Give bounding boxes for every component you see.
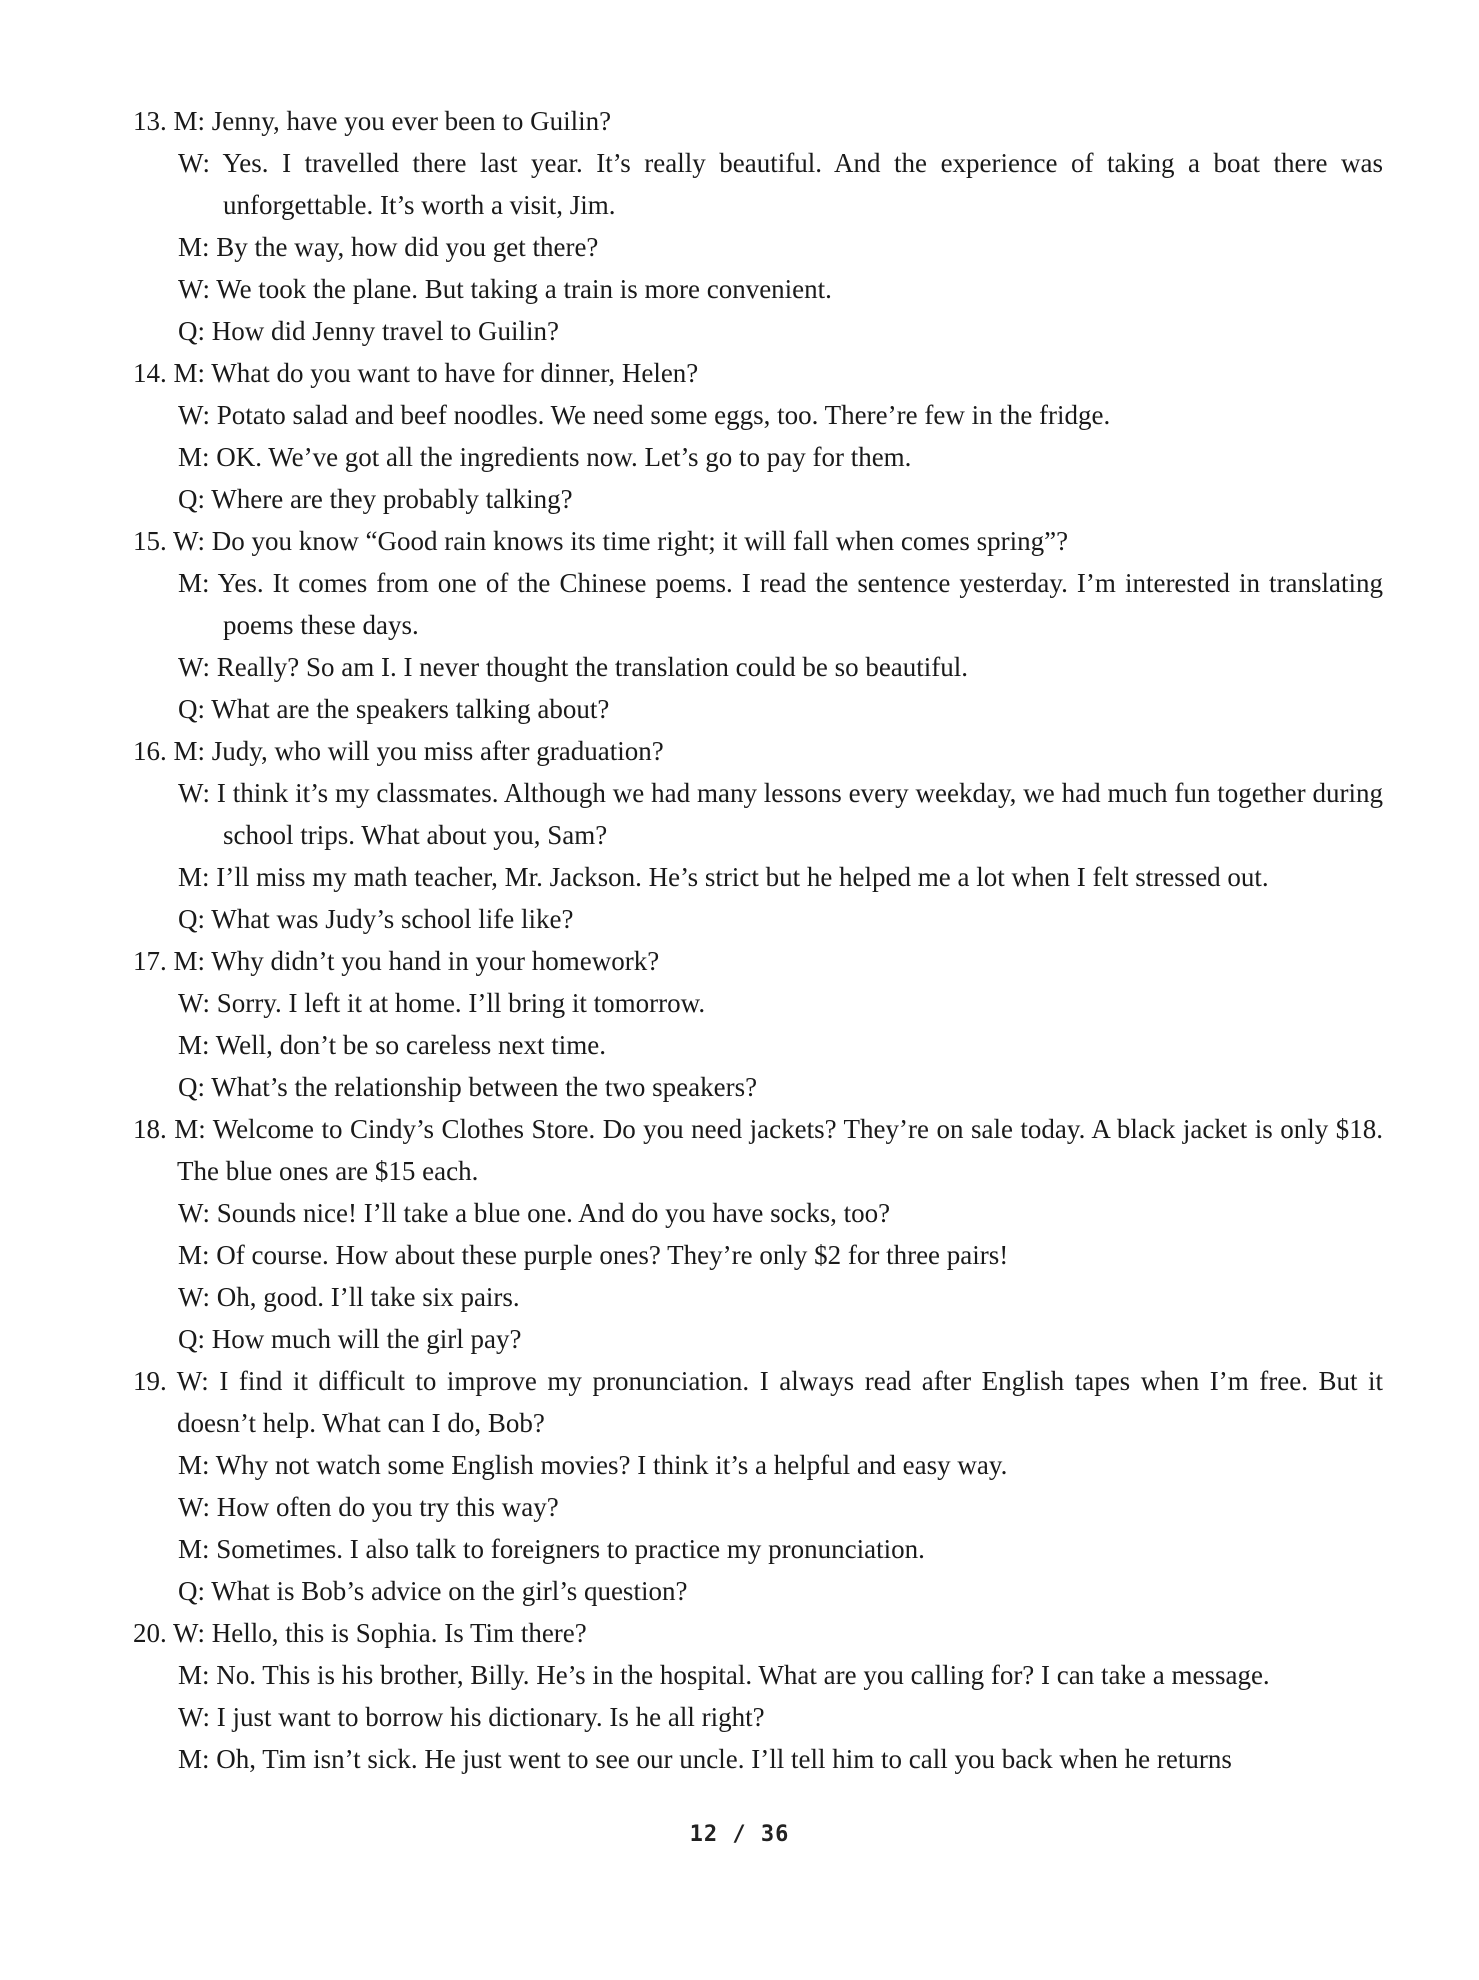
dialogue-line <box>133 856 1383 898</box>
question-first-line <box>133 520 1383 562</box>
dialogue-line <box>133 1318 1383 1360</box>
dialogue-line <box>133 394 1383 436</box>
question-first-line <box>133 352 1383 394</box>
dialogue-line <box>133 1486 1383 1528</box>
dialogue-text: I think it’s my classmates. Although we had many lessons every weekday, we had much fun together during school trips. What about you, Sam? <box>216 778 1384 850</box>
speaker-label: M: <box>174 1114 206 1144</box>
speaker-label: M: <box>178 1744 210 1774</box>
dialogue-text: OK. We’ve got all the ingredients now. Let’s go to pay for them. <box>216 442 912 472</box>
speaker-label: M: <box>178 1030 210 1060</box>
dialogue-line <box>133 1024 1383 1066</box>
dialogue-text: What was Judy’s school life like? <box>211 904 574 934</box>
dialogue-text: Sometimes. I also talk to foreigners to practice my pronunciation. <box>216 1534 925 1564</box>
dialogue-line <box>133 1192 1383 1234</box>
speaker-label: M: <box>173 736 206 766</box>
dialogue-text: Oh, Tim isn’t sick. He just went to see our uncle. I’ll tell him to call you back when he returns <box>216 1744 1232 1774</box>
question-number: 17. <box>133 946 167 976</box>
dialogue-line <box>133 310 1383 352</box>
dialogue-line <box>133 1066 1383 1108</box>
speaker-label: M: <box>173 946 206 976</box>
dialogue-text: Well, don’t be so careless next time. <box>215 1030 607 1060</box>
dialogue-text: Hello, this is Sophia. Is Tim there? <box>211 1618 587 1648</box>
dialogue-line <box>133 1444 1383 1486</box>
dialogue-text: What’s the relationship between the two speakers? <box>211 1072 758 1102</box>
speaker-label: Q: <box>178 316 205 346</box>
dialogue-text: How much will the girl pay? <box>211 1324 522 1354</box>
page-number: 12 / 36 <box>689 1822 790 1847</box>
dialogue-line <box>133 1234 1383 1276</box>
speaker-label: M: <box>178 1450 210 1480</box>
dialogue-text: Potato salad and beef noodles. We need some eggs, too. There’re few in the fridge. <box>216 400 1111 430</box>
dialogue-text: How often do you try this way? <box>216 1492 559 1522</box>
dialogue-line <box>133 1276 1383 1318</box>
question-number: 20. <box>133 1618 167 1648</box>
speaker-label: W: <box>178 1282 210 1312</box>
question-number: 16. <box>133 736 167 766</box>
dialogue-text: Sorry. I left it at home. I’ll bring it tomorrow. <box>216 988 706 1018</box>
dialogue-line <box>133 142 1383 226</box>
speaker-label: W: <box>178 1492 210 1522</box>
dialogue-text: Really? So am I. I never thought the translation could be so beautiful. <box>216 652 969 682</box>
speaker-label: Q: <box>178 1576 205 1606</box>
dialogue-text: Why didn’t you hand in your homework? <box>211 946 660 976</box>
dialogue-text: No. This is his brother, Billy. He’s in the hospital. What are you calling for? I can take a message. <box>216 1660 1270 1690</box>
speaker-label: M: <box>178 1660 210 1690</box>
dialogue-text: What is Bob’s advice on the girl’s question? <box>211 1576 688 1606</box>
dialogue-line <box>133 1654 1383 1696</box>
speaker-label: W: <box>178 778 210 808</box>
dialogue-text: Why not watch some English movies? I think it’s a helpful and easy way. <box>215 1450 1008 1480</box>
dialogue-text: Of course. How about these purple ones? They’re only $2 for three pairs! <box>216 1240 1009 1270</box>
dialogue-text: What are the speakers talking about? <box>211 694 610 724</box>
dialogue-text: What do you want to have for dinner, Helen? <box>211 358 699 388</box>
speaker-label: W: <box>176 1366 209 1396</box>
dialogue-line <box>133 226 1383 268</box>
dialogue-text: Jenny, have you ever been to Guilin? <box>211 106 612 136</box>
dialogue-text: Where are they probably talking? <box>211 484 573 514</box>
dialogue-text: I find it difficult to improve my pronunciation. I always read after English tapes when I’m free. But it doesn’t help. What can I do, Bob? <box>177 1366 1384 1438</box>
speaker-label: W: <box>178 148 210 178</box>
question-first-line <box>133 1612 1383 1654</box>
speaker-label: Q: <box>178 484 205 514</box>
question-item <box>133 730 1383 940</box>
speaker-label: M: <box>178 1240 210 1270</box>
speaker-label: W: <box>173 526 205 556</box>
dialogue-line <box>133 1696 1383 1738</box>
question-item <box>133 1108 1383 1360</box>
dialogue-line <box>133 268 1383 310</box>
speaker-label: M: <box>173 358 206 388</box>
listening-script <box>133 100 1383 1780</box>
question-number: 13. <box>133 106 167 136</box>
dialogue-line <box>133 562 1383 646</box>
speaker-label: Q: <box>178 694 205 724</box>
speaker-label: W: <box>173 1618 205 1648</box>
question-item <box>133 100 1383 352</box>
dialogue-text: Do you know “Good rain knows its time right; it will fall when comes spring”? <box>211 526 1069 556</box>
dialogue-line <box>133 772 1383 856</box>
speaker-label: W: <box>178 1702 210 1732</box>
question-first-line <box>133 940 1383 982</box>
dialogue-line <box>133 688 1383 730</box>
dialogue-line <box>133 982 1383 1024</box>
dialogue-line <box>133 478 1383 520</box>
question-item <box>133 520 1383 730</box>
speaker-label: W: <box>178 988 210 1018</box>
dialogue-line <box>133 436 1383 478</box>
question-item <box>133 940 1383 1108</box>
question-number: 18. <box>133 1114 167 1144</box>
question-first-line <box>133 730 1383 772</box>
speaker-label: Q: <box>178 1072 205 1102</box>
speaker-label: M: <box>178 442 210 472</box>
speaker-label: M: <box>173 106 206 136</box>
dialogue-line <box>133 646 1383 688</box>
speaker-label: W: <box>178 652 210 682</box>
dialogue-text: I’ll miss my math teacher, Mr. Jackson. He’s strict but he helped me a lot when I felt stressed out. <box>216 862 1269 892</box>
question-item <box>133 1612 1383 1780</box>
speaker-label: M: <box>178 862 210 892</box>
speaker-label: Q: <box>178 1324 205 1354</box>
dialogue-text: Oh, good. I’ll take six pairs. <box>216 1282 520 1312</box>
dialogue-line <box>133 1570 1383 1612</box>
question-number: 14. <box>133 358 167 388</box>
dialogue-text: Yes. I travelled there last year. It’s really beautiful. And the experience of taking a boat there was unforgettable. It’s worth a visit, Jim. <box>222 148 1383 220</box>
question-first-line <box>133 1108 1383 1192</box>
dialogue-text: Judy, who will you miss after graduation? <box>211 736 664 766</box>
dialogue-line <box>133 1528 1383 1570</box>
question-first-line <box>133 100 1383 142</box>
dialogue-text: Sounds nice! I’ll take a blue one. And do you have socks, too? <box>216 1198 891 1228</box>
dialogue-text: By the way, how did you get there? <box>216 232 599 262</box>
question-item <box>133 352 1383 520</box>
dialogue-text: Yes. It comes from one of the Chinese poems. I read the sentence yesterday. I’m interested in translating poems these days. <box>217 568 1384 640</box>
dialogue-text: Welcome to Cindy’s Clothes Store. Do you need jackets? They’re on sale today. A black jacket is only $18. The blue ones are $15 each. <box>177 1114 1383 1186</box>
question-item <box>133 1360 1383 1612</box>
speaker-label: M: <box>178 568 210 598</box>
speaker-label: M: <box>178 1534 210 1564</box>
dialogue-text: We took the plane. But taking a train is more convenient. <box>216 274 832 304</box>
dialogue-line <box>133 1738 1383 1780</box>
question-first-line <box>133 1360 1383 1444</box>
dialogue-line <box>133 898 1383 940</box>
speaker-label: W: <box>178 400 210 430</box>
speaker-label: W: <box>178 274 210 304</box>
dialogue-text: I just want to borrow his dictionary. Is he all right? <box>216 1702 765 1732</box>
speaker-label: W: <box>178 1198 210 1228</box>
question-number: 19. <box>133 1366 167 1396</box>
dialogue-text: How did Jenny travel to Guilin? <box>211 316 559 346</box>
speaker-label: M: <box>178 232 210 262</box>
question-number: 15. <box>133 526 167 556</box>
speaker-label: Q: <box>178 904 205 934</box>
